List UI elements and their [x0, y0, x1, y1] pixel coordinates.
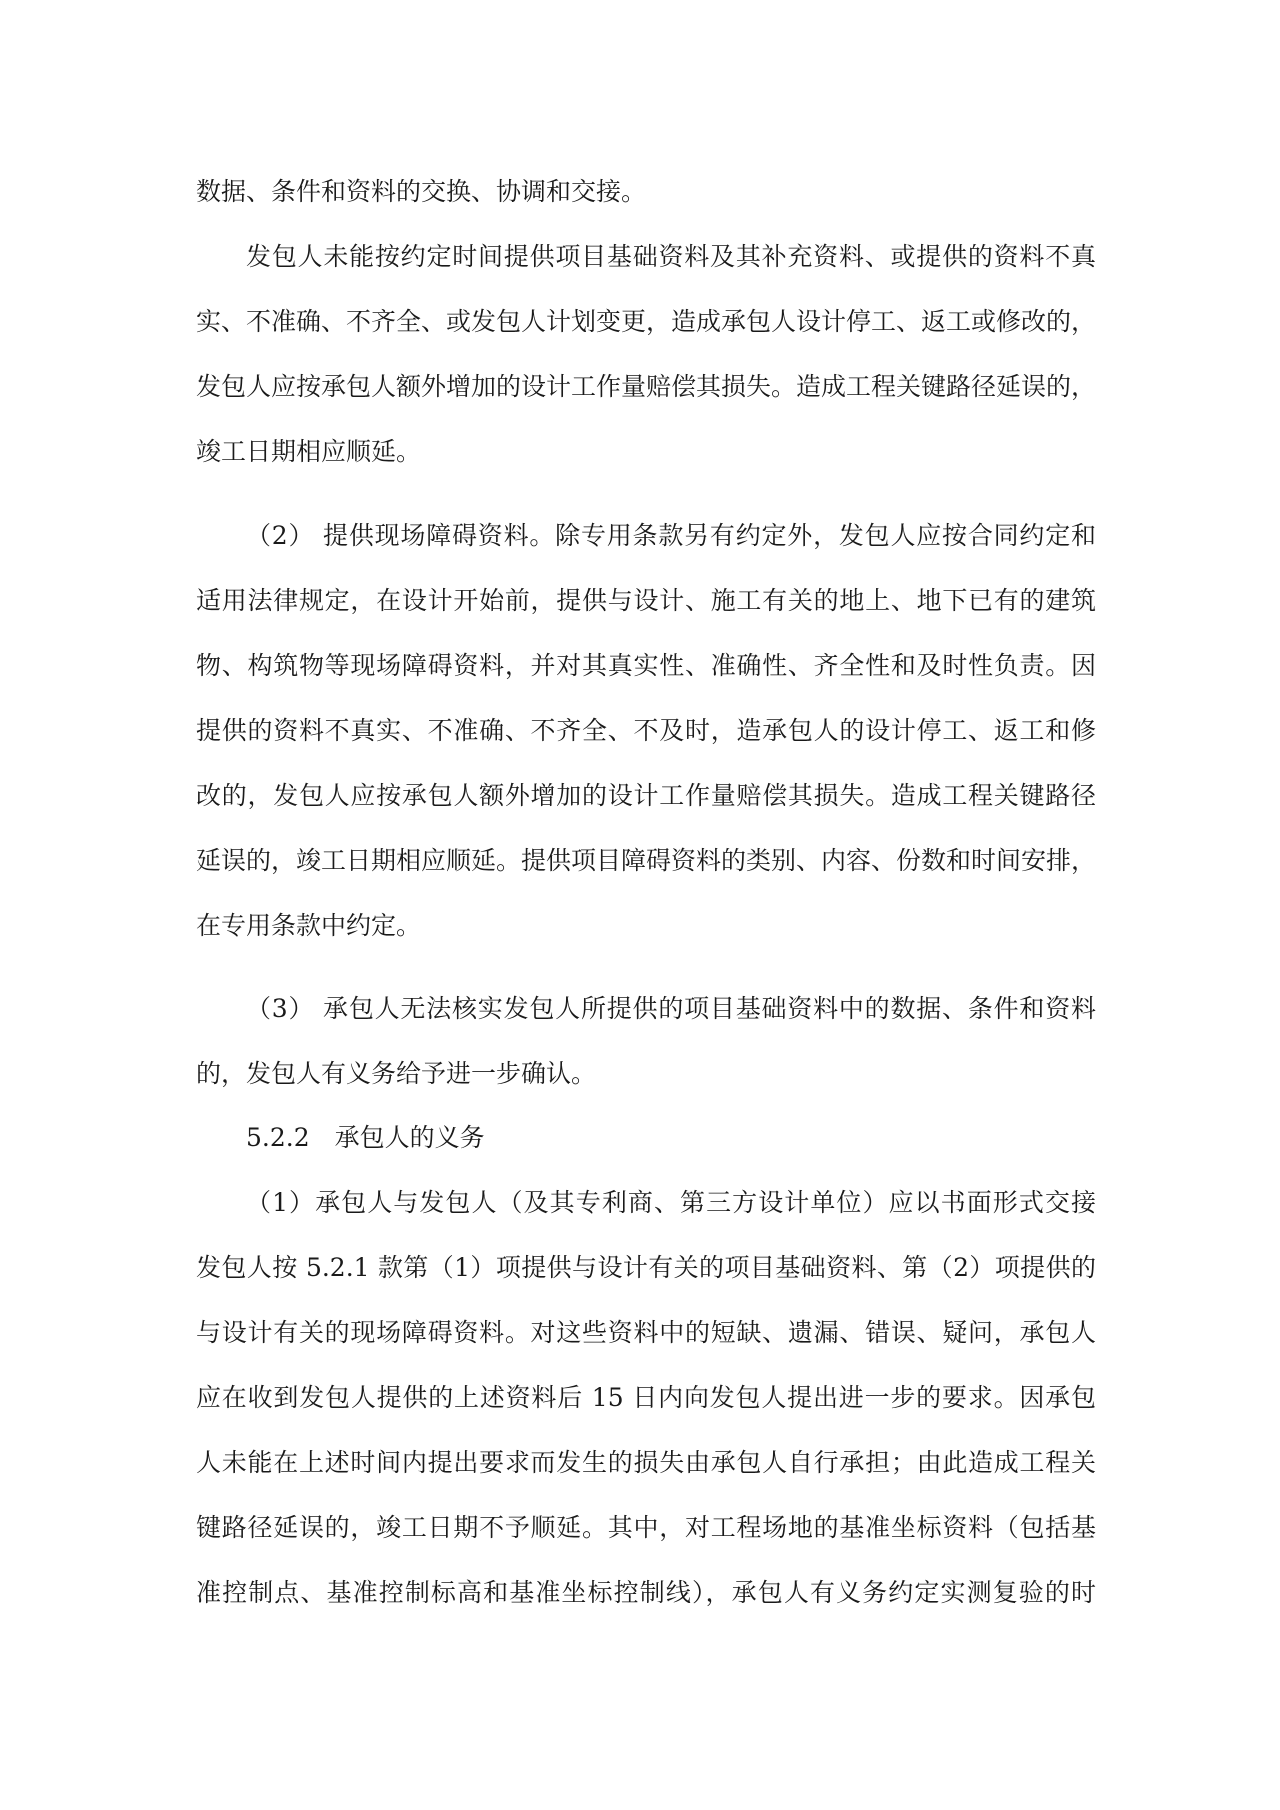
text-line: （2） 提供现场障碍资料。除专用条款另有约定外，发包人应按合同约定和 [246, 521, 1096, 550]
text-line: 发包人按 5.2.1 款第（1）项提供与设计有关的项目基础资料、第（2）项提供的 [196, 1253, 1096, 1282]
text-line: 竣工日期相应顺延。 [196, 437, 422, 466]
section-heading: 5.2.2 承包人的义务 [246, 1123, 485, 1152]
text-line: 改的，发包人应按承包人额外增加的设计工作量赔偿其损失。造成工程关键路径 [196, 781, 1096, 810]
text-line: 发包人应按承包人额外增加的设计工作量赔偿其损失。造成工程关键路径延误的， [196, 372, 1097, 401]
text-line: 提供的资料不真实、不准确、不齐全、不及时，造承包人的设计停工、返工和修 [196, 716, 1096, 745]
text-line: 延误的，竣工日期相应顺延。提供项目障碍资料的类别、内容、份数和时间安排， [196, 846, 1097, 875]
text-line: 实、不准确、不齐全、或发包人计划变更，造成承包人设计停工、返工或修改的， [196, 307, 1097, 336]
text-line: 与设计有关的现场障碍资料。对这些资料中的短缺、遗漏、错误、疑问，承包人 [196, 1318, 1096, 1347]
text-line: 适用法律规定，在设计开始前，提供与设计、施工有关的地上、地下已有的建筑 [196, 586, 1096, 615]
text-line: 数据、条件和资料的交换、协调和交接。 [196, 177, 647, 206]
text-line: 人未能在上述时间内提出要求而发生的损失由承包人自行承担；由此造成工程关 [196, 1448, 1096, 1477]
text-line: 物、构筑物等现场障碍资料，并对其真实性、准确性、齐全性和及时性负责。因 [196, 651, 1096, 680]
text-line: 键路径延误的，竣工日期不予顺延。其中，对工程场地的基准坐标资料（包括基 [196, 1513, 1096, 1542]
text-line: 发包人未能按约定时间提供项目基础资料及其补充资料、或提供的资料不真 [246, 242, 1096, 271]
text-line: 在专用条款中约定。 [196, 911, 422, 940]
text-line: 准控制点、基准控制标高和基准坐标控制线），承包人有义务约定实测复验的时 [196, 1578, 1096, 1607]
text-line: 的，发包人有义务给予进一步确认。 [196, 1059, 597, 1088]
text-line: （3） 承包人无法核实发包人所提供的项目基础资料中的数据、条件和资料 [246, 994, 1096, 1023]
text-line: （1）承包人与发包人（及其专利商、第三方设计单位）应以书面形式交接 [246, 1188, 1096, 1217]
text-line: 应在收到发包人提供的上述资料后 15 日内向发包人提出进一步的要求。因承包 [196, 1383, 1096, 1412]
